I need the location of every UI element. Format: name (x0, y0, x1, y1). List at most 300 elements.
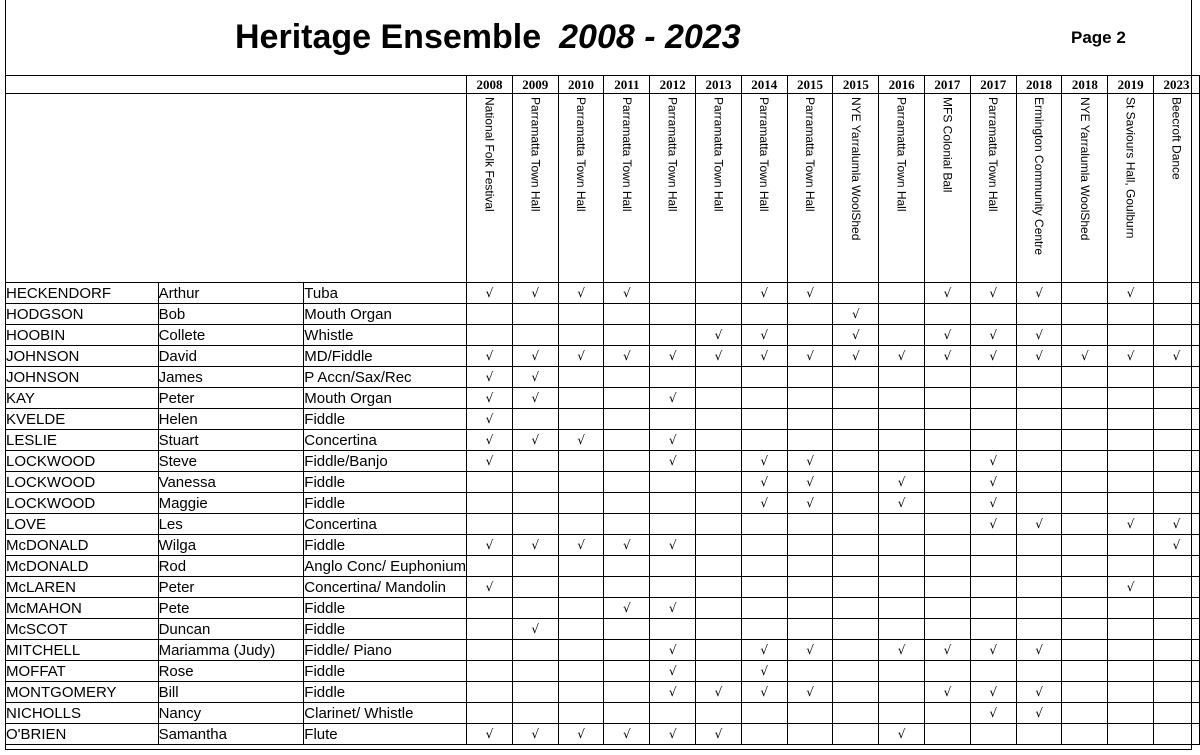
table-row (6, 598, 1200, 619)
attendance-cell (787, 283, 833, 304)
tick-mark: √ (623, 349, 631, 363)
instrument-cell: Fiddle (304, 682, 467, 703)
tick-mark: √ (806, 286, 814, 300)
attendance-cell (1062, 472, 1108, 493)
attendance-cell (696, 514, 742, 535)
year-header-row (6, 76, 1200, 94)
attendance-cell (558, 703, 604, 724)
attendance-cell (833, 430, 879, 451)
instrument-cell: Anglo Conc/ Euphonium (304, 557, 467, 575)
attendance-cell (741, 661, 787, 682)
attendance-cell (741, 682, 787, 703)
attendance-cell (970, 577, 1016, 598)
attendance-cell (925, 514, 971, 535)
attendance-cell (1062, 367, 1108, 388)
attendance-cell (1154, 598, 1200, 619)
tick-mark: √ (1035, 349, 1043, 363)
first-name-cell: Mariamma (Judy) (158, 640, 304, 661)
year-header: 2012 (650, 76, 696, 94)
tick-mark: √ (1126, 517, 1135, 531)
attendance-cell (558, 493, 604, 514)
attendance-cell (925, 703, 971, 724)
first-name-cell: Vanessa (158, 472, 304, 493)
tick-mark: √ (852, 349, 860, 363)
tick-mark: √ (485, 454, 494, 468)
tick-mark: √ (1035, 685, 1043, 699)
attendance-cell (970, 724, 1016, 745)
attendance-cell (970, 682, 1016, 703)
attendance-cell (741, 451, 787, 472)
attendance-cell (879, 367, 925, 388)
attendance-cell (1154, 304, 1200, 325)
attendance-cell (741, 346, 787, 367)
attendance-cell (787, 640, 833, 661)
attendance-cell (650, 409, 696, 430)
attendance-cell (1016, 430, 1062, 451)
attendance-cell (970, 388, 1016, 409)
tick-mark: √ (485, 391, 494, 405)
attendance-cell (1016, 556, 1062, 577)
surname-cell: MOFFAT (6, 661, 159, 682)
attendance-cell (512, 640, 558, 661)
year-header: 2014 (741, 76, 787, 94)
attendance-cell (696, 304, 742, 325)
tick-mark: √ (485, 370, 494, 384)
first-name-cell: Helen (158, 409, 304, 430)
attendance-cell (970, 556, 1016, 577)
tick-mark: √ (989, 643, 998, 657)
instrument-cell: Fiddle (304, 409, 467, 430)
attendance-cell (925, 556, 971, 577)
attendance-cell (558, 535, 604, 556)
instrument-cell: Whistle (304, 325, 467, 346)
tick-mark: √ (714, 727, 723, 741)
attendance-cell (696, 325, 742, 346)
tick-mark: √ (623, 286, 631, 300)
attendance-cell (925, 283, 971, 304)
surname-cell: McLAREN (6, 577, 159, 598)
attendance-cell (1108, 682, 1154, 703)
attendance-cell (787, 577, 833, 598)
attendance-cell (650, 451, 696, 472)
attendance-cell (467, 724, 513, 745)
attendance-cell (1108, 430, 1154, 451)
attendance-cell (1062, 430, 1108, 451)
instrument-cell: Fiddle (304, 472, 467, 493)
attendance-cell (1108, 283, 1154, 304)
first-name-cell: Rose (158, 661, 304, 682)
attendance-cell (1108, 640, 1154, 661)
tick-mark: √ (806, 454, 814, 468)
venue-header (650, 94, 696, 283)
attendance-cell (604, 304, 650, 325)
attendance-cell (970, 451, 1016, 472)
tick-mark: √ (485, 286, 494, 300)
attendance-cell (1154, 682, 1200, 703)
tick-mark: √ (760, 496, 769, 510)
attendance-cell (833, 535, 879, 556)
attendance-cell (970, 493, 1016, 514)
attendance-cell (696, 703, 742, 724)
header-blank (6, 76, 467, 94)
attendance-cell (1154, 493, 1200, 514)
attendance-cell (467, 367, 513, 388)
attendance-cell (1154, 367, 1200, 388)
attendance-cell (970, 514, 1016, 535)
attendance-cell (512, 493, 558, 514)
first-name-cell: Stuart (158, 430, 304, 451)
attendance-cell (1108, 472, 1154, 493)
attendance-cell (787, 304, 833, 325)
year-header: 2016 (879, 76, 925, 94)
attendance-cell (558, 451, 604, 472)
attendance-cell (833, 514, 879, 535)
instrument-cell: MD/Fiddle (304, 346, 467, 367)
attendance-cell (604, 346, 650, 367)
year-header: 2015 (787, 76, 833, 94)
attendance-cell (1154, 577, 1200, 598)
table-row (6, 577, 1200, 598)
attendance-cell (970, 430, 1016, 451)
tick-mark: √ (1126, 286, 1135, 300)
tick-mark: √ (623, 601, 631, 615)
year-header: 2011 (604, 76, 650, 94)
tick-mark: √ (668, 601, 677, 615)
attendance-cell (1108, 724, 1154, 745)
tick-mark: √ (485, 580, 494, 594)
attendance-cell (696, 346, 742, 367)
attendance-cell (467, 325, 513, 346)
attendance-cell (1062, 556, 1108, 577)
attendance-cell (558, 388, 604, 409)
attendance-cell (925, 577, 971, 598)
attendance-cell (787, 388, 833, 409)
attendance-cell (925, 325, 971, 346)
attendance-cell (1154, 640, 1200, 661)
attendance-cell (1016, 283, 1062, 304)
attendance-cell (833, 388, 879, 409)
table-row (6, 493, 1200, 514)
attendance-cell (512, 388, 558, 409)
tick-mark: √ (714, 349, 723, 363)
attendance-cell (1062, 724, 1108, 745)
attendance-cell (970, 703, 1016, 724)
instrument-cell: Fiddle (304, 661, 467, 682)
attendance-cell (1016, 577, 1062, 598)
attendance-cell (741, 556, 787, 577)
venue-header (604, 94, 650, 283)
attendance-cell (467, 661, 513, 682)
attendance-cell (1062, 535, 1108, 556)
attendance-cell (970, 325, 1016, 346)
attendance-cell (467, 598, 513, 619)
surname-cell: HECKENDORF (6, 283, 159, 304)
year-header: 2013 (696, 76, 742, 94)
attendance-cell (1062, 283, 1108, 304)
tick-mark: √ (668, 643, 677, 657)
tick-mark: √ (531, 391, 540, 405)
attendance-cell (696, 682, 742, 703)
attendance-cell (650, 472, 696, 493)
year-header: 2008 (467, 76, 513, 94)
attendance-cell (879, 304, 925, 325)
venue-header (1016, 94, 1062, 283)
attendance-cell (1154, 451, 1200, 472)
attendance-cell (696, 430, 742, 451)
attendance-cell (467, 703, 513, 724)
tick-mark: √ (1035, 286, 1043, 300)
attendance-cell (970, 661, 1016, 682)
attendance-cell (512, 535, 558, 556)
tick-mark: √ (989, 496, 998, 510)
tick-mark: √ (943, 286, 952, 300)
tick-mark: √ (714, 328, 723, 342)
attendance-cell (512, 703, 558, 724)
attendance-cell (558, 556, 604, 577)
surname-cell: LOCKWOOD (6, 472, 159, 493)
tick-mark: √ (668, 454, 677, 468)
attendance-cell (833, 283, 879, 304)
attendance-cell (1108, 514, 1154, 535)
attendance-cell (970, 640, 1016, 661)
attendance-cell (879, 703, 925, 724)
venue-header (467, 94, 513, 283)
attendance-cell (558, 304, 604, 325)
tick-mark: √ (852, 328, 860, 342)
attendance-cell (787, 682, 833, 703)
attendance-cell (833, 598, 879, 619)
attendance-cell (467, 514, 513, 535)
table-row (6, 472, 1200, 493)
attendance-cell (604, 472, 650, 493)
tick-mark: √ (989, 706, 998, 720)
attendance-cell (1062, 325, 1108, 346)
attendance-cell (558, 346, 604, 367)
tick-mark: √ (623, 538, 631, 552)
attendance-cell (787, 556, 833, 577)
attendance-table (5, 75, 1200, 745)
table-row (6, 724, 1200, 745)
attendance-cell (741, 598, 787, 619)
attendance-cell (467, 283, 513, 304)
year-header: 2010 (558, 76, 604, 94)
attendance-cell (1108, 409, 1154, 430)
attendance-cell (1016, 598, 1062, 619)
attendance-cell (650, 283, 696, 304)
tick-mark: √ (531, 349, 540, 363)
attendance-cell (1108, 535, 1154, 556)
attendance-cell (741, 325, 787, 346)
attendance-cell (1062, 598, 1108, 619)
attendance-cell (696, 577, 742, 598)
table-row (6, 451, 1200, 472)
tick-mark: √ (943, 685, 952, 699)
attendance-cell (787, 472, 833, 493)
attendance-cell (925, 724, 971, 745)
attendance-cell (879, 661, 925, 682)
attendance-cell (879, 472, 925, 493)
tick-mark: √ (760, 286, 769, 300)
attendance-cell (604, 640, 650, 661)
attendance-cell (879, 577, 925, 598)
table-row (6, 535, 1200, 556)
attendance-cell (1154, 472, 1200, 493)
first-name-cell: Collete (158, 325, 304, 346)
table-row (6, 619, 1200, 640)
attendance-cell (970, 535, 1016, 556)
tick-mark: √ (760, 328, 769, 342)
attendance-cell (833, 493, 879, 514)
attendance-cell (741, 430, 787, 451)
attendance-cell (833, 304, 879, 325)
attendance-cell (925, 661, 971, 682)
venue-label: MFS Colonial Ball (940, 97, 955, 193)
attendance-cell (650, 661, 696, 682)
instrument-cell: Tuba (304, 283, 467, 304)
attendance-cell (925, 682, 971, 703)
attendance-cell (650, 514, 696, 535)
tick-mark: √ (1080, 349, 1089, 363)
attendance-cell (1108, 703, 1154, 724)
first-name-cell: Peter (158, 577, 304, 598)
table-row (6, 556, 1200, 577)
surname-cell: McDONALD (6, 535, 159, 556)
attendance-cell (833, 703, 879, 724)
first-name-cell: Steve (158, 451, 304, 472)
table-row (6, 682, 1200, 703)
tick-mark: √ (897, 727, 906, 741)
attendance-cell (696, 283, 742, 304)
instrument-cell: Concertina (304, 514, 467, 535)
tick-mark: √ (897, 475, 906, 489)
attendance-cell (925, 409, 971, 430)
attendance-cell (741, 283, 787, 304)
tick-mark: √ (714, 685, 723, 699)
tick-mark: √ (531, 370, 540, 384)
tick-mark: √ (897, 496, 906, 510)
tick-mark: √ (668, 727, 677, 741)
attendance-cell (741, 724, 787, 745)
tick-mark: √ (1172, 349, 1181, 363)
attendance-cell (879, 409, 925, 430)
attendance-cell (1016, 619, 1062, 640)
tick-mark: √ (989, 685, 998, 699)
tick-mark: √ (760, 643, 769, 657)
attendance-cell (787, 724, 833, 745)
attendance-cell (741, 535, 787, 556)
attendance-cell (512, 724, 558, 745)
surname-cell: MONTGOMERY (6, 682, 159, 703)
tick-mark: √ (1172, 517, 1181, 531)
attendance-cell (650, 556, 696, 577)
attendance-cell (1016, 451, 1062, 472)
attendance-cell (833, 640, 879, 661)
attendance-cell (1108, 661, 1154, 682)
tick-mark: √ (531, 538, 540, 552)
attendance-cell (970, 304, 1016, 325)
attendance-cell (833, 451, 879, 472)
tick-mark: √ (806, 496, 814, 510)
attendance-cell (467, 493, 513, 514)
first-name-cell: Pete (158, 598, 304, 619)
attendance-cell (1108, 598, 1154, 619)
table-row (6, 409, 1200, 430)
page-title (235, 18, 741, 57)
attendance-cell (741, 472, 787, 493)
attendance-cell (604, 367, 650, 388)
surname-cell: KVELDE (6, 409, 159, 430)
attendance-cell (787, 703, 833, 724)
attendance-cell (925, 430, 971, 451)
venue-header (1108, 94, 1154, 283)
attendance-cell (1016, 304, 1062, 325)
attendance-cell (467, 346, 513, 367)
attendance-cell (970, 346, 1016, 367)
venue-header (512, 94, 558, 283)
attendance-cell (1016, 703, 1062, 724)
attendance-cell (604, 409, 650, 430)
surname-cell: HODGSON (6, 304, 159, 325)
attendance-cell (1062, 661, 1108, 682)
attendance-cell (787, 514, 833, 535)
attendance-cell (787, 493, 833, 514)
attendance-cell (512, 346, 558, 367)
attendance-cell (696, 661, 742, 682)
surname-cell: JOHNSON (6, 367, 159, 388)
attendance-cell (604, 535, 650, 556)
instrument-cell: Mouth Organ (304, 388, 467, 409)
attendance-cell (1108, 619, 1154, 640)
venue-header (1154, 94, 1200, 283)
attendance-cell (467, 430, 513, 451)
table-row (6, 346, 1200, 367)
year-header: 2017 (925, 76, 971, 94)
tick-mark: √ (989, 286, 998, 300)
tick-mark: √ (485, 412, 494, 426)
tick-mark: √ (943, 328, 952, 342)
attendance-cell (512, 283, 558, 304)
attendance-cell (650, 703, 696, 724)
attendance-cell (1062, 451, 1108, 472)
attendance-cell (787, 661, 833, 682)
attendance-cell (879, 724, 925, 745)
attendance-cell (925, 367, 971, 388)
tick-mark: √ (668, 538, 677, 552)
attendance-cell (512, 430, 558, 451)
attendance-cell (558, 724, 604, 745)
attendance-cell (879, 619, 925, 640)
first-name-cell: Wilga (158, 535, 304, 556)
table-row (6, 325, 1200, 346)
attendance-cell (650, 535, 696, 556)
tick-mark: √ (577, 727, 585, 741)
page-number: Page 2 (1071, 28, 1126, 47)
attendance-cell (925, 619, 971, 640)
attendance-cell (512, 409, 558, 430)
attendance-cell (879, 388, 925, 409)
header-spacer (6, 94, 467, 283)
attendance-cell (604, 514, 650, 535)
venue-header (558, 94, 604, 283)
tick-mark: √ (806, 643, 814, 657)
venue-label: Parramatta Town Hall (711, 97, 726, 212)
title-years: 2008 - 2023 (559, 18, 741, 56)
venue-label: Parramatta Town Hall (757, 97, 772, 212)
attendance-cell (696, 535, 742, 556)
venue-label: Parramatta Town Hall (528, 97, 543, 212)
table-row (6, 514, 1200, 535)
tick-mark: √ (806, 685, 814, 699)
